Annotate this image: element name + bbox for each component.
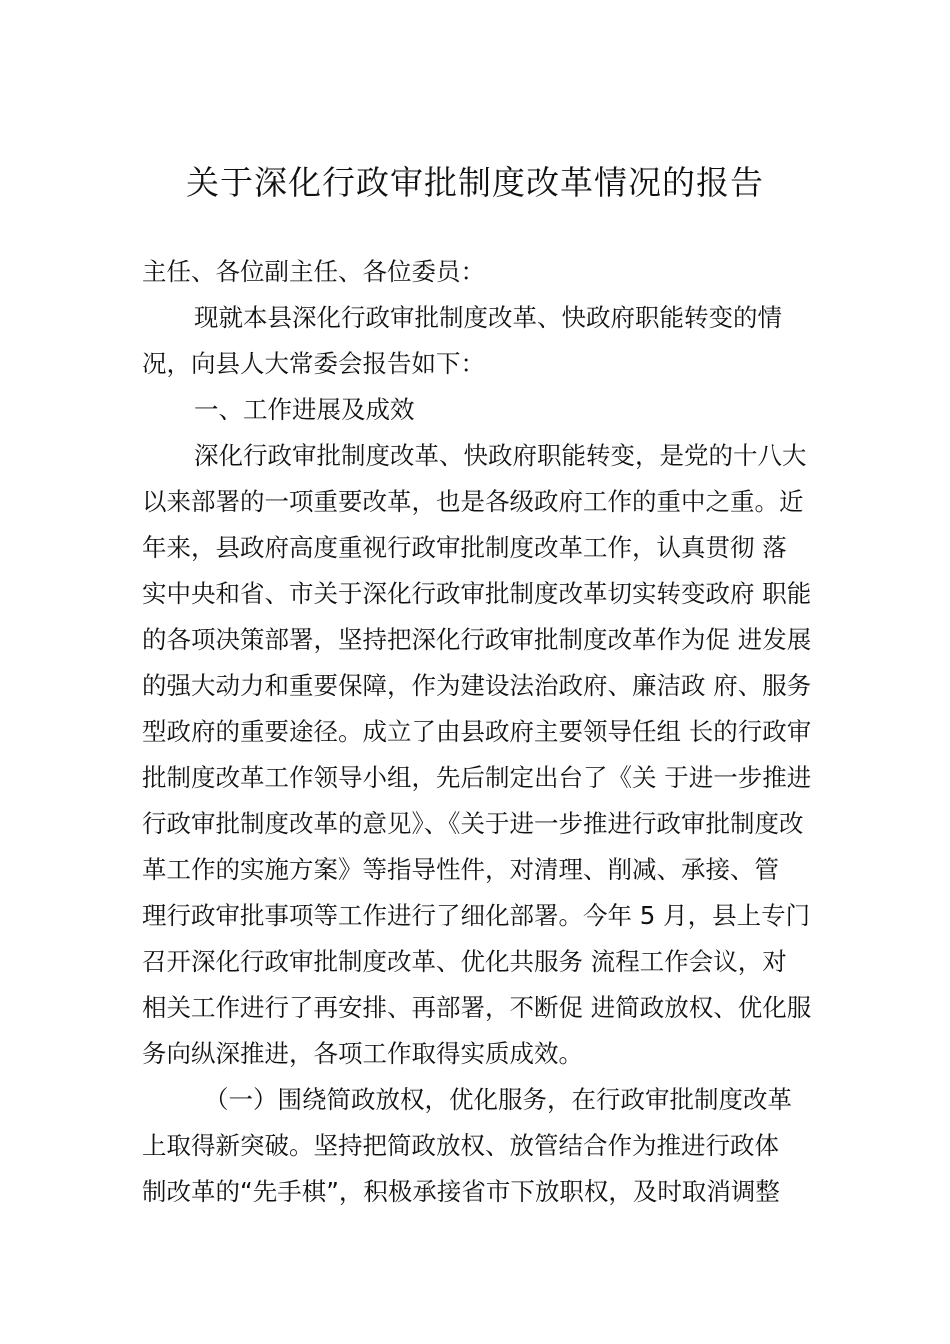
paragraph-line: 的强大动力和重要保障，作为建设法治政府、廉洁政 府、服务 [142, 671, 812, 700]
subsection-line: （一）围绕简政放权，优化服务，在行政审批制度改革 [204, 1085, 792, 1114]
paragraph-line: 召开深化行政审批制度改革、优化共服务 流程工作会议，对 [142, 947, 787, 976]
paragraph-line: 理行政审批事项等工作进行了细化部署。今年 5 月，县上专门 [142, 901, 811, 930]
paragraph-line: 年来，县政府高度重视行政审批制度改革工作，认真贯彻 落 [142, 533, 787, 562]
intro-line-2: 况，向县人大常委会报告如下： [142, 349, 485, 378]
paragraph-line: 行政审批制度改革的意见》、《关于进一步推进行政审批制度改 [142, 809, 804, 838]
paragraph-line: 相关工作进行了再安排、再部署，不断促 进简政放权、优化服 [142, 993, 812, 1022]
document-title: 关于深化行政审批制度改革情况的报告 [186, 163, 764, 202]
intro-line-1: 现就本县深化行政审批制度改革、快政府职能转变的情 [194, 303, 782, 332]
subsection-line: 上取得新突破。坚持把简政放权、放管结合作为推进行政体 [142, 1131, 779, 1160]
paragraph-line: 以来部署的一项重要改革，也是各级政府工作的重中之重。近 [142, 487, 804, 516]
subsection-line: 制改革的“先手棋”，积极承接省市下放职权，及时取消调整 [142, 1177, 780, 1206]
paragraph-line: 实中央和省、市关于深化行政审批制度改革切实转变政府 职能 [142, 579, 812, 608]
salutation: 主任、各位副主任、各位委员： [142, 257, 485, 286]
paragraph-line: 批制度改革工作领导小组，先后制定出台了《关 于进一步推进 [142, 763, 812, 792]
document-body [142, 249, 842, 1215]
paragraph-line: 的各项决策部署，坚持把深化行政审批制度改革作为促 进发展 [142, 625, 812, 654]
section-heading: 一、工作进展及成效 [194, 395, 415, 424]
paragraph-line: 革工作的实施方案》等指导性件，对清理、削减、承接、管 [142, 855, 779, 884]
paragraph-line: 深化行政审批制度改革、快政府职能转变，是党的十八大 [194, 441, 807, 470]
paragraph-line: 型政府的重要途径。成立了由县政府主要领导任组 长的行政审 [142, 717, 812, 746]
paragraph-line: 务向纵深推进，各项工作取得实质成效。 [142, 1039, 583, 1068]
